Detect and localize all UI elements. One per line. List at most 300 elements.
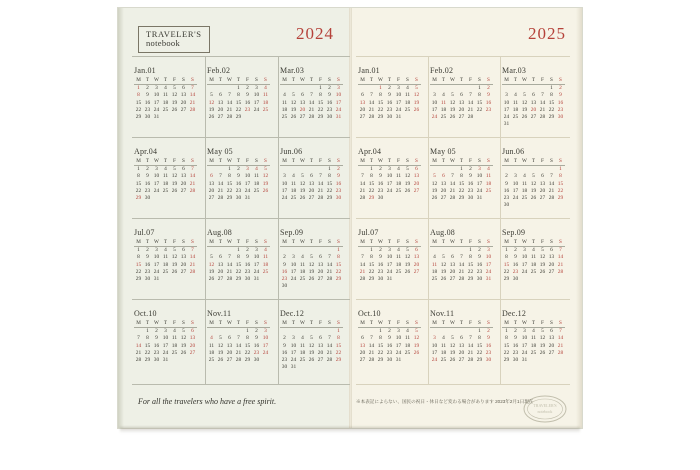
month-title: Mar.03: [280, 66, 305, 75]
calendar-day: 3: [164, 328, 167, 335]
calendar-day: 20: [180, 99, 187, 106]
calendar-week-row: [280, 107, 343, 114]
calendar-day: 16: [386, 342, 393, 349]
calendar-day: 15: [226, 180, 233, 187]
weekday-header: F: [538, 239, 547, 247]
calendar-day: 27: [317, 357, 324, 364]
calendar-day: 7: [237, 335, 240, 342]
calendar-day: 30: [244, 276, 251, 283]
calendar-day: 9: [155, 335, 158, 342]
calendar-empty: [161, 195, 170, 202]
calendar-day: 8: [370, 254, 373, 261]
calendar-day: 1: [137, 85, 140, 92]
calendar-empty: [403, 276, 412, 283]
calendar-day: 14: [226, 261, 233, 268]
calendar-empty: [556, 276, 565, 283]
calendar-day: 16: [144, 99, 151, 106]
calendar-day: 6: [182, 166, 185, 173]
calendar-week-row: [358, 335, 421, 342]
calendar-day: 10: [162, 335, 169, 342]
weekday-header: S: [403, 158, 412, 166]
calendar-day: 26: [521, 114, 528, 121]
calendar-week-row: [430, 166, 493, 174]
month-block: [134, 309, 206, 364]
calendar-day: 27: [413, 268, 420, 275]
weekday-header: S: [475, 320, 484, 328]
calendar-empty: [439, 247, 448, 255]
month-block: [207, 147, 279, 202]
weekday-header: T: [234, 158, 243, 166]
calendar-day: 15: [235, 261, 242, 268]
calendar-day: 28: [368, 114, 375, 121]
calendar-day: 6: [550, 328, 553, 335]
month-block: [430, 66, 502, 121]
calendar-day: 29: [458, 195, 465, 202]
calendar-empty: [216, 328, 225, 336]
calendar-empty: [307, 166, 316, 174]
weekday-header: M: [358, 239, 367, 247]
calendar-day: 31: [153, 276, 160, 283]
calendar-week-row: [430, 357, 493, 364]
calendar-day: 17: [431, 349, 438, 356]
calendar-day: 29: [235, 114, 242, 121]
month-block: [207, 66, 279, 121]
calendar-day: 28: [326, 357, 333, 364]
calendar-empty: [325, 328, 334, 336]
calendar-day: 8: [237, 254, 240, 261]
calendar-empty: [316, 166, 325, 174]
calendar-day: 23: [386, 349, 393, 356]
calendar-day: 11: [162, 173, 169, 180]
calendar-day: 7: [328, 254, 331, 261]
weekday-header: T: [385, 158, 394, 166]
calendar-week-row: [207, 166, 270, 174]
calendar-empty: [298, 283, 307, 290]
calendar-day: 6: [319, 254, 322, 261]
weekday-header: M: [358, 320, 367, 328]
calendar-day: 9: [146, 254, 149, 261]
calendar-empty: [394, 276, 403, 283]
calendar-day: 26: [208, 114, 215, 121]
calendar-day: 17: [262, 342, 269, 349]
calendar-week-row: [134, 92, 197, 99]
calendar-day: 7: [451, 173, 454, 180]
calendar-empty: [216, 247, 225, 255]
calendar-empty: [538, 166, 547, 174]
calendar-day: 23: [144, 106, 151, 113]
weekday-header: F: [538, 158, 547, 166]
calendar-week-row: [134, 166, 197, 174]
calendar-day: 16: [377, 180, 384, 187]
calendar-day: 13: [308, 180, 315, 187]
calendar-day: 4: [301, 335, 304, 342]
calendar-day: 28: [135, 357, 142, 364]
calendar-day: 15: [458, 180, 465, 187]
calendar-empty: [216, 166, 225, 174]
calendar-day: 8: [237, 92, 240, 99]
calendar-day: 28: [189, 268, 196, 275]
calendar-empty: [298, 166, 307, 174]
calendar-day: 13: [530, 99, 537, 106]
calendar-day: 22: [557, 187, 564, 194]
calendar-empty: [325, 283, 334, 290]
calendar-day: 17: [290, 268, 297, 275]
calendar-day: 6: [191, 328, 194, 335]
calendar-day: 21: [235, 349, 242, 356]
month-calendar: [502, 320, 565, 364]
calendar-day: 17: [521, 261, 528, 268]
calendar-day: 17: [335, 99, 342, 106]
calendar-day: 26: [171, 187, 178, 194]
calendar-day: 23: [377, 268, 384, 275]
weekday-header: T: [529, 239, 538, 247]
calendar-day: 22: [476, 349, 483, 356]
calendar-empty: [538, 121, 547, 128]
calendar-day: 10: [386, 173, 393, 180]
weekday-header: T: [511, 77, 520, 85]
calendar-week-row: [358, 173, 421, 180]
calendar-day: 6: [541, 173, 544, 180]
weekday-header: W: [376, 77, 385, 85]
calendar-day: 16: [244, 261, 251, 268]
calendar-day: 8: [505, 254, 508, 261]
calendar-day: 19: [413, 342, 420, 349]
calendar-day: 1: [337, 247, 340, 254]
calendar-week-row: [502, 350, 565, 357]
weekday-header: M: [358, 158, 367, 166]
calendar-day: 18: [253, 180, 260, 187]
calendar-empty: [511, 202, 520, 209]
calendar-day: 30: [235, 195, 242, 202]
calendar-day: 5: [219, 335, 222, 342]
calendar-day: 17: [244, 180, 251, 187]
calendar-grid: [118, 8, 582, 428]
calendar-empty: [439, 85, 448, 93]
calendar-day: 22: [135, 268, 142, 275]
calendar-day: 26: [171, 106, 178, 113]
calendar-day: 8: [137, 92, 140, 99]
calendar-day: 15: [467, 261, 474, 268]
calendar-day: 29: [335, 276, 342, 283]
calendar-week-row: [207, 328, 270, 336]
calendar-day: 3: [155, 85, 158, 92]
calendar-empty: [216, 85, 225, 93]
calendar-day: 8: [559, 173, 562, 180]
calendar-day: 13: [217, 261, 224, 268]
calendar-day: 9: [487, 92, 490, 99]
weekday-header: W: [225, 158, 234, 166]
calendar-empty: [280, 328, 289, 336]
calendar-day: 14: [368, 99, 375, 106]
calendar-day: 10: [512, 180, 519, 187]
calendar-day: 19: [404, 261, 411, 268]
calendar-day: 12: [449, 99, 456, 106]
calendar-day: 5: [541, 328, 544, 335]
calendar-empty: [280, 247, 289, 255]
calendar-day: 25: [395, 187, 402, 194]
calendar-day: 27: [317, 276, 324, 283]
weekday-header: W: [298, 77, 307, 85]
calendar-day: 3: [255, 247, 258, 254]
calendar-day: 17: [386, 180, 393, 187]
calendar-day: 16: [485, 99, 492, 106]
calendar-day: 5: [406, 166, 409, 173]
weekday-header: T: [143, 77, 152, 85]
calendar-day: 2: [283, 335, 286, 342]
calendar-day: 8: [460, 173, 463, 180]
calendar-week-row: [134, 269, 197, 276]
weekday-header: W: [448, 320, 457, 328]
weekday-header: M: [502, 320, 511, 328]
month-title: Apr.04: [358, 147, 382, 156]
calendar-day: 10: [386, 254, 393, 261]
calendar-day: 30: [557, 114, 564, 121]
calendar-day: 1: [460, 166, 463, 173]
calendar-day: 17: [153, 180, 160, 187]
calendar-day: 9: [337, 173, 340, 180]
calendar-empty: [179, 357, 188, 364]
calendar-day: 18: [208, 349, 215, 356]
weekday-header: M: [134, 158, 143, 166]
weekday-header: S: [547, 158, 556, 166]
calendar-day: 4: [301, 254, 304, 261]
calendar-day: 10: [431, 342, 438, 349]
calendar-empty: [161, 114, 170, 121]
calendar-day: 5: [415, 85, 418, 92]
weekday-header: T: [143, 320, 152, 328]
calendar-day: 25: [431, 276, 438, 283]
calendar-empty: [511, 121, 520, 128]
calendar-week-row: [207, 195, 270, 202]
calendar-day: 16: [153, 342, 160, 349]
month-calendar: [430, 77, 493, 121]
calendar-day: 13: [359, 342, 366, 349]
calendar-week-row: [134, 188, 197, 195]
calendar-day: 2: [237, 166, 240, 173]
calendar-empty: [484, 195, 493, 202]
calendar-day: 25: [521, 195, 528, 202]
calendar-day: 1: [478, 85, 481, 92]
calendar-empty: [439, 166, 448, 174]
calendar-day: 5: [210, 92, 213, 99]
calendar-empty: [502, 166, 511, 174]
calendar-day: 10: [253, 254, 260, 261]
calendar-day: 23: [235, 187, 242, 194]
calendar-day: 27: [359, 114, 366, 121]
calendar-day: 4: [255, 166, 258, 173]
calendar-day: 6: [182, 247, 185, 254]
calendar-day: 30: [377, 276, 384, 283]
weekday-header: M: [502, 77, 511, 85]
calendar-day: 15: [476, 342, 483, 349]
calendar-day: 14: [368, 342, 375, 349]
calendar-day: 14: [467, 99, 474, 106]
notebook-spread: [118, 8, 582, 428]
weekday-header: T: [161, 320, 170, 328]
weekday-header: S: [484, 77, 493, 85]
calendar-week-row: [358, 195, 421, 202]
calendar-week-row: [207, 188, 270, 195]
calendar-day: 2: [379, 166, 382, 173]
calendar-week-row: [430, 85, 493, 93]
weekday-header: T: [439, 320, 448, 328]
calendar-day: 16: [512, 261, 519, 268]
calendar-day: 26: [290, 114, 297, 121]
calendar-empty: [225, 85, 234, 93]
weekday-header: S: [475, 239, 484, 247]
month-block: [430, 147, 502, 202]
calendar-empty: [307, 85, 316, 93]
weekday-header: S: [556, 77, 565, 85]
calendar-day: 2: [146, 247, 149, 254]
calendar-week-row: [207, 254, 270, 261]
calendar-day: 11: [281, 99, 288, 106]
calendar-day: 22: [144, 349, 151, 356]
calendar-day: 25: [162, 268, 169, 275]
calendar-empty: [412, 357, 421, 364]
calendar-day: 10: [281, 180, 288, 187]
calendar-day: 13: [317, 342, 324, 349]
calendar-day: 24: [485, 268, 492, 275]
calendar-day: 2: [255, 328, 258, 335]
month-calendar: [502, 158, 565, 209]
calendar-day: 18: [431, 268, 438, 275]
calendar-day: 7: [550, 173, 553, 180]
weekday-header: M: [280, 320, 289, 328]
calendar-week-row: [280, 343, 343, 350]
calendar-day: 14: [326, 342, 333, 349]
calendar-day: 3: [388, 247, 391, 254]
calendar-day: 24: [431, 114, 438, 121]
calendar-day: 24: [153, 268, 160, 275]
calendar-day: 15: [377, 342, 384, 349]
calendar-day: 23: [467, 187, 474, 194]
calendar-day: 11: [404, 335, 411, 342]
calendar-day: 5: [541, 247, 544, 254]
calendar-day: 9: [237, 173, 240, 180]
calendar-day: 17: [485, 261, 492, 268]
calendar-day: 12: [208, 261, 215, 268]
calendar-day: 4: [264, 247, 267, 254]
calendar-day: 7: [310, 92, 313, 99]
calendar-week-row: [207, 107, 270, 114]
weekday-header: T: [385, 239, 394, 247]
calendar-day: 30: [253, 357, 260, 364]
weekday-header: M: [207, 77, 216, 85]
calendar-day: 6: [219, 254, 222, 261]
calendar-day: 20: [359, 349, 366, 356]
calendar-day: 4: [433, 254, 436, 261]
calendar-day: 2: [283, 254, 286, 261]
month-block: [430, 309, 502, 364]
calendar-day: 8: [328, 173, 331, 180]
calendar-day: 27: [180, 106, 187, 113]
calendar-day: 30: [476, 276, 483, 283]
weekday-header: T: [161, 158, 170, 166]
calendar-day: 10: [153, 92, 160, 99]
calendar-day: 13: [413, 173, 420, 180]
calendar-day: 18: [440, 349, 447, 356]
calendar-week-row: [502, 166, 565, 174]
weekday-header: T: [511, 158, 520, 166]
calendar-day: 19: [539, 342, 546, 349]
calendar-day: 16: [244, 99, 251, 106]
calendar-day: 4: [532, 328, 535, 335]
calendar-week-row: [430, 181, 493, 188]
calendar-day: 18: [404, 99, 411, 106]
weekday-header: M: [430, 320, 439, 328]
page-shadow: [120, 427, 580, 433]
calendar-day: 21: [308, 106, 315, 113]
calendar-empty: [520, 276, 529, 283]
calendar-empty: [207, 85, 216, 93]
calendar-empty: [475, 114, 484, 121]
calendar-day: 7: [559, 247, 562, 254]
calendar-day: 1: [237, 247, 240, 254]
calendar-day: 15: [326, 180, 333, 187]
weekday-header: W: [520, 158, 529, 166]
calendar-empty: [403, 114, 412, 121]
calendar-day: 25: [208, 357, 215, 364]
weekday-header: S: [325, 77, 334, 85]
calendar-day: 2: [478, 247, 481, 254]
calendar-day: 18: [299, 268, 306, 275]
weekday-header: M: [502, 158, 511, 166]
calendar-empty: [170, 114, 179, 121]
calendar-week-row: [502, 357, 565, 364]
calendar-empty: [298, 364, 307, 371]
calendar-week-row: [280, 195, 343, 202]
calendar-day: 4: [397, 166, 400, 173]
calendar-day: 28: [326, 276, 333, 283]
calendar-day: 20: [317, 268, 324, 275]
calendar-day: 13: [458, 342, 465, 349]
calendar-day: 17: [162, 342, 169, 349]
calendar-week-row: [280, 357, 343, 364]
weekday-header: M: [502, 239, 511, 247]
calendar-empty: [412, 114, 421, 121]
calendar-day: 19: [530, 187, 537, 194]
weekday-header: T: [529, 77, 538, 85]
calendar-day: 1: [379, 328, 382, 335]
calendar-empty: [179, 195, 188, 202]
calendar-day: 20: [226, 349, 233, 356]
calendar-week-row: [207, 173, 270, 180]
calendar-day: 10: [431, 99, 438, 106]
calendar-day: 31: [503, 121, 510, 128]
calendar-day: 5: [310, 254, 313, 261]
weekday-header: S: [179, 239, 188, 247]
calendar-day: 23: [253, 349, 260, 356]
calendar-empty: [316, 328, 325, 336]
weekday-header: M: [430, 158, 439, 166]
calendar-week-row: [134, 195, 197, 202]
calendar-day: 4: [164, 166, 167, 173]
calendar-day: 12: [440, 261, 447, 268]
weekday-header: F: [394, 158, 403, 166]
calendar-week-row: [430, 107, 493, 114]
calendar-day: 17: [476, 180, 483, 187]
calendar-empty: [243, 114, 252, 121]
calendar-day: 6: [182, 85, 185, 92]
calendar-day: 19: [299, 187, 306, 194]
calendar-empty: [547, 121, 556, 128]
calendar-day: 23: [503, 195, 510, 202]
calendar-week-row: [134, 173, 197, 180]
calendar-day: 20: [189, 342, 196, 349]
calendar-day: 20: [217, 106, 224, 113]
calendar-day: 24: [512, 195, 519, 202]
